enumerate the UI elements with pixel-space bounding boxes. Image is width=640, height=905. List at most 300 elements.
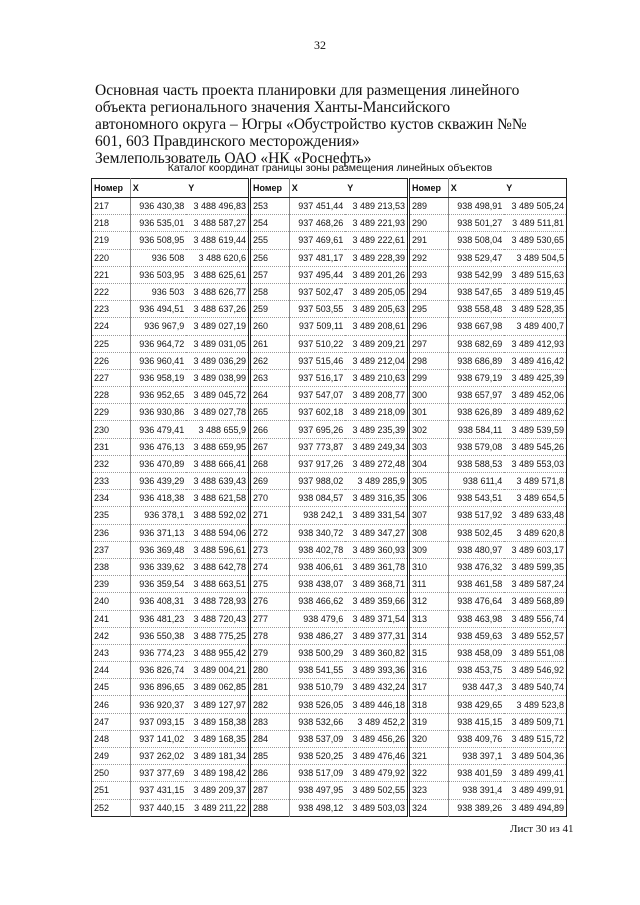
cell-number: 239 <box>92 576 131 593</box>
cell-y: 3 488 620,6 <box>186 249 248 266</box>
cell-number: 320 <box>410 730 449 747</box>
cell-number: 248 <box>92 730 131 747</box>
cell-number: 305 <box>410 473 449 490</box>
cell-number: 297 <box>410 335 449 352</box>
cell-y: 3 489 503,03 <box>345 799 407 816</box>
cell-number: 316 <box>410 662 449 679</box>
cell-x: 938 501,27 <box>448 215 504 232</box>
table-row <box>251 266 408 283</box>
cell-x: 938 458,09 <box>448 644 504 661</box>
table-row <box>251 627 408 644</box>
table-row <box>251 232 408 249</box>
cell-x: 937 495,44 <box>289 266 345 283</box>
cell-number: 266 <box>251 421 290 438</box>
cell-number: 314 <box>410 627 449 644</box>
table-row <box>410 198 567 215</box>
table-row <box>251 198 408 215</box>
cell-x: 938 447,3 <box>448 679 504 696</box>
cell-number: 301 <box>410 404 449 421</box>
cell-x: 937 440,15 <box>130 799 186 816</box>
cell-y: 3 489 062,85 <box>186 679 248 696</box>
table-row <box>251 662 408 679</box>
cell-number: 251 <box>92 782 131 799</box>
table-row <box>92 524 249 541</box>
cell-number: 306 <box>410 490 449 507</box>
table-row <box>410 558 567 575</box>
table-row <box>410 473 567 490</box>
cell-number: 285 <box>251 748 290 765</box>
cell-x: 937 481,17 <box>289 249 345 266</box>
table-row <box>251 421 408 438</box>
table-row <box>92 335 249 352</box>
cell-number: 318 <box>410 696 449 713</box>
cell-y: 3 489 285,9 <box>345 473 407 490</box>
cell-x: 937 451,44 <box>289 198 345 215</box>
table-row <box>92 352 249 369</box>
cell-x: 936 826,74 <box>130 662 186 679</box>
table-row <box>251 490 408 507</box>
table-row <box>410 541 567 558</box>
cell-number: 311 <box>410 576 449 593</box>
table-row <box>251 593 408 610</box>
cell-x: 937 503,55 <box>289 301 345 318</box>
cell-number: 240 <box>92 593 131 610</box>
cell-x: 938 682,69 <box>448 335 504 352</box>
cell-y: 3 489 599,35 <box>504 558 566 575</box>
cell-x: 936 476,13 <box>130 438 186 455</box>
cell-x: 938 389,26 <box>448 799 504 816</box>
cell-number: 236 <box>92 524 131 541</box>
table-row <box>251 558 408 575</box>
table-row <box>410 369 567 386</box>
cell-number: 282 <box>251 696 290 713</box>
cell-y: 3 489 504,5 <box>504 249 566 266</box>
cell-y: 3 489 504,36 <box>504 748 566 765</box>
cell-y: 3 489 633,48 <box>504 507 566 524</box>
table-row <box>92 438 249 455</box>
cell-y: 3 489 211,22 <box>186 799 248 816</box>
cell-y: 3 489 221,93 <box>345 215 407 232</box>
table-row <box>92 404 249 421</box>
cell-y: 3 489 209,21 <box>345 335 407 352</box>
cell-x: 938 340,72 <box>289 524 345 541</box>
cell-x: 936 378,1 <box>130 507 186 524</box>
table-row <box>92 541 249 558</box>
table-row <box>251 696 408 713</box>
cell-y: 3 489 360,93 <box>345 541 407 558</box>
cell-number: 220 <box>92 249 131 266</box>
cell-x: 938 415,15 <box>448 713 504 730</box>
cell-x: 938 242,1 <box>289 507 345 524</box>
cell-number: 252 <box>92 799 131 816</box>
table-row <box>410 421 567 438</box>
cell-number: 290 <box>410 215 449 232</box>
cell-x: 938 479,6 <box>289 610 345 627</box>
cell-number: 223 <box>92 301 131 318</box>
cell-y: 3 488 592,02 <box>186 507 248 524</box>
cell-x: 936 550,38 <box>130 627 186 644</box>
cell-number: 280 <box>251 662 290 679</box>
cell-number: 246 <box>92 696 131 713</box>
cell-y: 3 489 511,81 <box>504 215 566 232</box>
cell-y: 3 488 955,42 <box>186 644 248 661</box>
table-row <box>410 404 567 421</box>
table-row <box>251 387 408 404</box>
cell-number: 275 <box>251 576 290 593</box>
cell-number: 256 <box>251 249 290 266</box>
table-row <box>410 335 567 352</box>
cell-y: 3 489 603,17 <box>504 541 566 558</box>
table-row <box>92 782 249 799</box>
table-row <box>92 283 249 300</box>
table-row <box>251 679 408 696</box>
cell-y: 3 489 499,91 <box>504 782 566 799</box>
cell-x: 936 408,31 <box>130 593 186 610</box>
cell-number: 228 <box>92 387 131 404</box>
cell-y: 3 489 515,72 <box>504 730 566 747</box>
cell-x: 938 409,76 <box>448 730 504 747</box>
cell-number: 231 <box>92 438 131 455</box>
cell-y: 3 489 213,53 <box>345 198 407 215</box>
cell-y: 3 489 552,57 <box>504 627 566 644</box>
cell-y: 3 489 168,35 <box>186 730 248 747</box>
cell-number: 296 <box>410 318 449 335</box>
cell-x: 937 516,17 <box>289 369 345 386</box>
cell-x: 938 466,62 <box>289 593 345 610</box>
cell-number: 245 <box>92 679 131 696</box>
cell-y: 3 488 720,43 <box>186 610 248 627</box>
cell-y: 3 489 571,8 <box>504 473 566 490</box>
cell-y: 3 489 361,78 <box>345 558 407 575</box>
table-row <box>92 558 249 575</box>
table-row <box>410 249 567 266</box>
cell-y: 3 488 655,9 <box>186 421 248 438</box>
cell-x: 937 917,26 <box>289 455 345 472</box>
cell-number: 304 <box>410 455 449 472</box>
cell-y: 3 488 626,77 <box>186 283 248 300</box>
cell-x: 937 510,22 <box>289 335 345 352</box>
cell-y: 3 489 553,03 <box>504 455 566 472</box>
cell-number: 303 <box>410 438 449 455</box>
header-number: Номер <box>92 179 131 198</box>
cell-x: 936 952,65 <box>130 387 186 404</box>
cell-y: 3 489 218,09 <box>345 404 407 421</box>
document-title <box>95 82 565 167</box>
cell-x: 938 486,27 <box>289 627 345 644</box>
cell-number: 308 <box>410 524 449 541</box>
cell-x: 938 438,07 <box>289 576 345 593</box>
cell-y: 3 489 425,39 <box>504 369 566 386</box>
cell-number: 273 <box>251 541 290 558</box>
cell-x: 938 547,65 <box>448 283 504 300</box>
cell-x: 938 686,89 <box>448 352 504 369</box>
cell-x: 938 657,97 <box>448 387 504 404</box>
cell-number: 225 <box>92 335 131 352</box>
cell-x: 936 967,9 <box>130 318 186 335</box>
cell-number: 247 <box>92 713 131 730</box>
cell-number: 310 <box>410 558 449 575</box>
table-row <box>251 644 408 661</box>
cell-number: 242 <box>92 627 131 644</box>
cell-x: 938 476,64 <box>448 593 504 610</box>
cell-x: 936 896,65 <box>130 679 186 696</box>
cell-x: 936 930,86 <box>130 404 186 421</box>
cell-y: 3 489 360,82 <box>345 644 407 661</box>
table-row <box>92 266 249 283</box>
cell-x: 938 532,66 <box>289 713 345 730</box>
cell-y: 3 489 208,77 <box>345 387 407 404</box>
cell-number: 289 <box>410 198 449 215</box>
cell-y: 3 489 519,45 <box>504 283 566 300</box>
table-row <box>251 765 408 782</box>
cell-x: 937 602,18 <box>289 404 345 421</box>
table-row <box>251 541 408 558</box>
cell-number: 241 <box>92 610 131 627</box>
cell-number: 323 <box>410 782 449 799</box>
cell-number: 324 <box>410 799 449 816</box>
table-row <box>251 576 408 593</box>
cell-y: 3 489 222,61 <box>345 232 407 249</box>
cell-number: 229 <box>92 404 131 421</box>
table-row <box>251 455 408 472</box>
cell-number: 218 <box>92 215 131 232</box>
cell-x: 938 508,04 <box>448 232 504 249</box>
table-row <box>92 473 249 490</box>
table-row <box>251 473 408 490</box>
cell-number: 300 <box>410 387 449 404</box>
coordinate-table <box>409 178 567 817</box>
cell-y: 3 489 545,26 <box>504 438 566 455</box>
cell-x: 938 611,4 <box>448 473 504 490</box>
table-row <box>410 593 567 610</box>
cell-x: 936 339,62 <box>130 558 186 575</box>
table-row <box>251 404 408 421</box>
cell-x: 936 964,72 <box>130 335 186 352</box>
cell-number: 278 <box>251 627 290 644</box>
cell-x: 938 497,95 <box>289 782 345 799</box>
cell-x: 936 359,54 <box>130 576 186 593</box>
table-row <box>92 490 249 507</box>
cell-x: 938 541,55 <box>289 662 345 679</box>
cell-number: 272 <box>251 524 290 541</box>
cell-x: 937 547,07 <box>289 387 345 404</box>
cell-x: 938 406,61 <box>289 558 345 575</box>
coordinate-tables <box>91 178 567 817</box>
cell-y: 3 489 452,2 <box>345 713 407 730</box>
cell-number: 293 <box>410 266 449 283</box>
table-row <box>251 301 408 318</box>
cell-number: 313 <box>410 610 449 627</box>
table-row <box>251 507 408 524</box>
table-row <box>92 421 249 438</box>
cell-number: 302 <box>410 421 449 438</box>
table-row <box>92 301 249 318</box>
table-row <box>251 438 408 455</box>
cell-x: 936 481,23 <box>130 610 186 627</box>
table-row <box>410 490 567 507</box>
table-row <box>92 593 249 610</box>
cell-x: 938 529,47 <box>448 249 504 266</box>
cell-y: 3 489 620,8 <box>504 524 566 541</box>
table-row <box>92 662 249 679</box>
table-row <box>92 455 249 472</box>
cell-y: 3 489 210,63 <box>345 369 407 386</box>
cell-y: 3 489 476,46 <box>345 748 407 765</box>
cell-y: 3 489 412,93 <box>504 335 566 352</box>
cell-y: 3 489 045,72 <box>186 387 248 404</box>
cell-y: 3 489 228,39 <box>345 249 407 266</box>
cell-y: 3 489 505,24 <box>504 198 566 215</box>
cell-y: 3 489 479,92 <box>345 765 407 782</box>
table-row <box>251 283 408 300</box>
cell-number: 233 <box>92 473 131 490</box>
table-row <box>251 369 408 386</box>
cell-x: 938 588,53 <box>448 455 504 472</box>
table-row <box>410 524 567 541</box>
cell-x: 937 515,46 <box>289 352 345 369</box>
cell-x: 937 141,02 <box>130 730 186 747</box>
cell-x: 936 371,13 <box>130 524 186 541</box>
cell-number: 237 <box>92 541 131 558</box>
table-row <box>92 730 249 747</box>
table-row <box>251 335 408 352</box>
table-row <box>251 215 408 232</box>
cell-number: 288 <box>251 799 290 816</box>
table-row <box>92 679 249 696</box>
cell-x: 938 542,99 <box>448 266 504 283</box>
table-row <box>410 730 567 747</box>
cell-x: 936 439,29 <box>130 473 186 490</box>
table-row <box>92 765 249 782</box>
cell-x: 938 579,08 <box>448 438 504 455</box>
cell-number: 259 <box>251 301 290 318</box>
cell-y: 3 488 587,27 <box>186 215 248 232</box>
cell-number: 261 <box>251 335 290 352</box>
cell-number: 262 <box>251 352 290 369</box>
table-row <box>410 352 567 369</box>
cell-number: 253 <box>251 198 290 215</box>
cell-x: 936 960,41 <box>130 352 186 369</box>
cell-y: 3 489 158,38 <box>186 713 248 730</box>
cell-x: 937 262,02 <box>130 748 186 765</box>
table-row <box>251 782 408 799</box>
cell-y: 3 489 528,35 <box>504 301 566 318</box>
table-row <box>410 455 567 472</box>
cell-x: 938 500,29 <box>289 644 345 661</box>
cell-x: 937 468,26 <box>289 215 345 232</box>
cell-number: 283 <box>251 713 290 730</box>
cell-y: 3 489 377,31 <box>345 627 407 644</box>
cell-number: 230 <box>92 421 131 438</box>
cell-y: 3 489 359,66 <box>345 593 407 610</box>
cell-number: 279 <box>251 644 290 661</box>
table-row <box>410 627 567 644</box>
cell-y: 3 489 568,89 <box>504 593 566 610</box>
cell-x: 938 526,05 <box>289 696 345 713</box>
table-row <box>92 215 249 232</box>
cell-x: 936 503 <box>130 283 186 300</box>
cell-number: 221 <box>92 266 131 283</box>
cell-x: 938 584,11 <box>448 421 504 438</box>
cell-y: 3 488 596,61 <box>186 541 248 558</box>
cell-y: 3 489 181,34 <box>186 748 248 765</box>
cell-number: 294 <box>410 283 449 300</box>
cell-x: 938 459,63 <box>448 627 504 644</box>
cell-number: 264 <box>251 387 290 404</box>
table-row <box>251 524 408 541</box>
table-row <box>410 438 567 455</box>
cell-x: 936 479,41 <box>130 421 186 438</box>
header-x: X <box>448 179 504 198</box>
cell-number: 235 <box>92 507 131 524</box>
cell-number: 232 <box>92 455 131 472</box>
cell-number: 276 <box>251 593 290 610</box>
cell-x: 938 084,57 <box>289 490 345 507</box>
header-number: Номер <box>410 179 449 198</box>
table-caption: Каталог координат границы зоны размещения линейных объектов <box>167 162 493 174</box>
cell-x: 938 397,1 <box>448 748 504 765</box>
cell-y: 3 489 127,97 <box>186 696 248 713</box>
cell-y: 3 489 371,54 <box>345 610 407 627</box>
title-line: Основная часть проекта планировки для размещения линейного <box>95 82 520 99</box>
cell-x: 936 430,38 <box>130 198 186 215</box>
table-row <box>251 799 408 816</box>
cell-x: 938 626,89 <box>448 404 504 421</box>
cell-y: 3 489 654,5 <box>504 490 566 507</box>
table-row <box>92 387 249 404</box>
cell-y: 3 488 594,06 <box>186 524 248 541</box>
cell-y: 3 489 400,7 <box>504 318 566 335</box>
table-row <box>251 730 408 747</box>
cell-number: 263 <box>251 369 290 386</box>
cell-y: 3 489 198,42 <box>186 765 248 782</box>
cell-number: 227 <box>92 369 131 386</box>
page-number: 32 <box>314 38 326 52</box>
cell-y: 3 488 619,44 <box>186 232 248 249</box>
cell-number: 277 <box>251 610 290 627</box>
cell-y: 3 489 272,48 <box>345 455 407 472</box>
cell-x: 938 517,09 <box>289 765 345 782</box>
cell-x: 936 369,48 <box>130 541 186 558</box>
cell-y: 3 489 456,26 <box>345 730 407 747</box>
cell-number: 268 <box>251 455 290 472</box>
cell-number: 249 <box>92 748 131 765</box>
cell-x: 937 093,15 <box>130 713 186 730</box>
cell-y: 3 489 556,74 <box>504 610 566 627</box>
header-x: X <box>130 179 186 198</box>
cell-number: 271 <box>251 507 290 524</box>
cell-number: 307 <box>410 507 449 524</box>
cell-x: 938 537,09 <box>289 730 345 747</box>
title-line: объекта регионального значения Ханты-Мансийского <box>95 99 451 116</box>
cell-x: 938 429,65 <box>448 696 504 713</box>
cell-number: 321 <box>410 748 449 765</box>
table-row <box>410 782 567 799</box>
cell-x: 938 498,12 <box>289 799 345 816</box>
cell-number: 255 <box>251 232 290 249</box>
cell-number: 250 <box>92 765 131 782</box>
cell-number: 292 <box>410 249 449 266</box>
cell-y: 3 489 523,8 <box>504 696 566 713</box>
cell-x: 936 774,23 <box>130 644 186 661</box>
cell-y: 3 488 663,51 <box>186 576 248 593</box>
cell-y: 3 489 416,42 <box>504 352 566 369</box>
cell-number: 291 <box>410 232 449 249</box>
cell-x: 936 958,19 <box>130 369 186 386</box>
cell-x: 938 402,78 <box>289 541 345 558</box>
table-row <box>251 610 408 627</box>
cell-x: 938 463,98 <box>448 610 504 627</box>
